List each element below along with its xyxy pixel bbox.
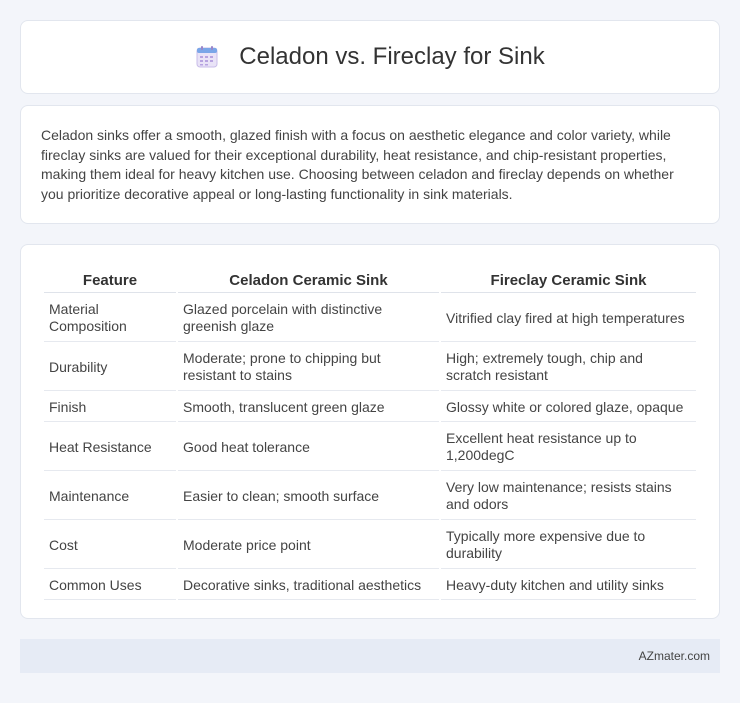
header-feature: Feature <box>44 267 176 293</box>
title-card <box>20 20 720 94</box>
cell-fireclay: Very low maintenance; resists stains and odors <box>441 473 696 520</box>
table-row <box>44 295 696 342</box>
summary-card <box>20 105 720 224</box>
cell-fireclay: Glossy white or colored glaze, opaque <box>441 393 696 422</box>
cell-fireclay: Vitrified clay fired at high temperatures <box>441 295 696 342</box>
cell-fireclay: Typically more expensive due to durability <box>441 522 696 569</box>
title-wrap <box>195 43 544 71</box>
cell-fireclay: Excellent heat resistance up to 1,200degC <box>441 424 696 471</box>
table-row <box>44 344 696 391</box>
cell-feature: Common Uses <box>44 571 176 600</box>
cell-celadon: Smooth, translucent green glaze <box>178 393 439 422</box>
cell-fireclay: Heavy-duty kitchen and utility sinks <box>441 571 696 600</box>
calendar-icon <box>195 45 219 69</box>
table-header-row <box>44 267 696 293</box>
cell-feature: Maintenance <box>44 473 176 520</box>
page-title: Celadon vs. Fireclay for Sink <box>239 43 545 70</box>
header-celadon: Celadon Ceramic Sink <box>178 267 439 293</box>
cell-feature: Finish <box>44 393 176 422</box>
cell-feature: Material Composition <box>44 295 176 342</box>
footer <box>20 639 720 673</box>
table-row <box>44 393 696 422</box>
cell-feature: Heat Resistance <box>44 424 176 471</box>
table-row <box>44 522 696 569</box>
cell-feature: Durability <box>44 344 176 391</box>
cell-celadon: Easier to clean; smooth surface <box>178 473 439 520</box>
cell-celadon: Moderate price point <box>178 522 439 569</box>
table-card <box>20 244 720 619</box>
cell-celadon: Glazed porcelain with distinctive greenish glaze <box>178 295 439 342</box>
cell-celadon: Decorative sinks, traditional aesthetics <box>178 571 439 600</box>
cell-celadon: Good heat tolerance <box>178 424 439 471</box>
table-row <box>44 424 696 471</box>
table-row <box>44 473 696 520</box>
cell-fireclay: High; extremely tough, chip and scratch resistant <box>441 344 696 391</box>
cell-feature: Cost <box>44 522 176 569</box>
table-row <box>44 571 696 600</box>
footer-link[interactable]: AZmater.com <box>638 649 710 663</box>
comparison-table <box>42 265 698 602</box>
summary-text: Celadon sinks offer a smooth, glazed finish with a focus on aesthetic elegance and color variety, while fireclay sinks are valued for their exceptional durability, heat resistance, and chip-resistant properties, making them ideal for heavy kitchen use. Choosing between celadon and fireclay depends on whether you prioritize decorative appeal or long-lasting functionality in sink materials. <box>41 127 674 202</box>
cell-celadon: Moderate; prone to chipping but resistant to stains <box>178 344 439 391</box>
header-fireclay: Fireclay Ceramic Sink <box>441 267 696 293</box>
